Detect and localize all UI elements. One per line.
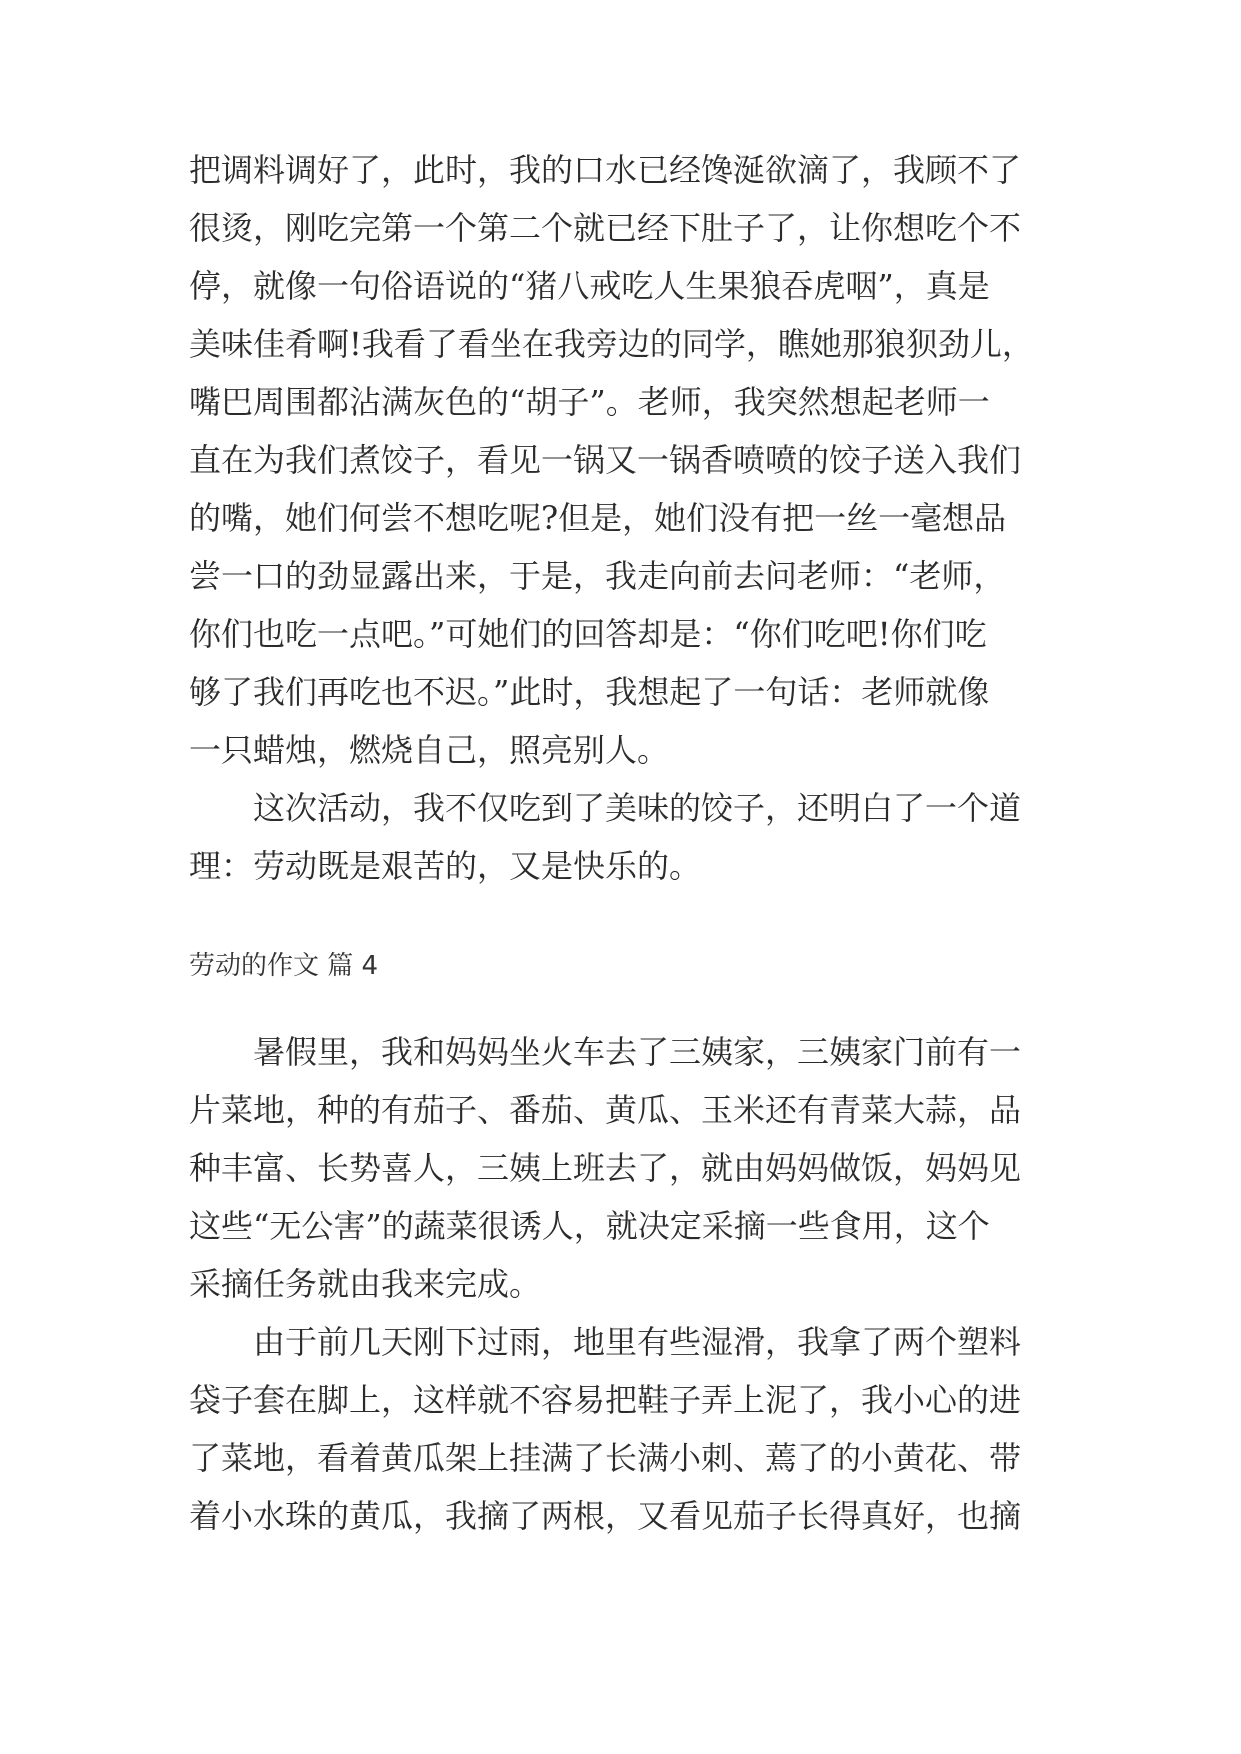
text-line: 袋子套在脚上，这样就不容易把鞋子弄上泥了，我小心的进 xyxy=(189,1381,1022,1419)
text-line: 尝一口的劲显露出来，于是，我走向前去问老师：“老师， xyxy=(189,557,1006,595)
text-line: 美味佳肴啊!我看了看坐在我旁边的同学，瞧她那狼狈劲儿， xyxy=(189,325,1034,363)
text-line: 很烫，刚吃完第一个第二个就已经下肚子了，让你想吃个不 xyxy=(189,209,1022,247)
text-line: 了菜地，看着黄瓜架上挂满了长满小刺、蔫了的小黄花、带 xyxy=(189,1439,1022,1477)
text-line: 着小水珠的黄瓜，我摘了两根，又看见茄子长得真好，也摘 xyxy=(189,1497,1022,1535)
text-line: 把调料调好了，此时，我的口水已经馋涎欲滴了，我顾不了 xyxy=(189,151,1022,189)
section-heading: 劳动的作文 篇 4 xyxy=(189,951,379,981)
text-line: 片菜地，种的有茄子、番茄、黄瓜、玉米还有青菜大蒜，品 xyxy=(189,1091,1022,1129)
text-line: 采摘任务就由我来完成。 xyxy=(189,1265,542,1303)
text-line: 停，就像一句俗语说的“猪八戒吃人生果狼吞虎咽”，真是 xyxy=(189,267,990,305)
text-line: 嘴巴周围都沾满灰色的“胡子”。老师，我突然想起老师一 xyxy=(189,383,990,421)
text-line: 你们也吃一点吧。”可她们的回答却是：“你们吃吧!你们吃 xyxy=(189,615,987,653)
text-line: 种丰富、长势喜人，三姨上班去了，就由妈妈做饭，妈妈见 xyxy=(189,1149,1022,1187)
text-line: 直在为我们煮饺子，看见一锅又一锅香喷喷的饺子送入我们 xyxy=(189,441,1022,479)
text-line: 够了我们再吃也不迟。”此时，我想起了一句话：老师就像 xyxy=(189,673,990,711)
text-line: 暑假里，我和妈妈坐火车去了三姨家，三姨家门前有一 xyxy=(189,1033,1022,1071)
text-line: 一只蜡烛，燃烧自己，照亮别人。 xyxy=(189,731,670,769)
text-line: 这次活动，我不仅吃到了美味的饺子，还明白了一个道 xyxy=(189,789,1022,827)
text-line: 的嘴，她们何尝不想吃呢?但是，她们没有把一丝一毫想品 xyxy=(189,499,1007,537)
text-line: 理：劳动既是艰苦的，又是快乐的。 xyxy=(189,847,702,885)
text-line: 这些“无公害”的蔬菜很诱人，就决定采摘一些食用，这个 xyxy=(189,1207,990,1245)
text-line: 由于前几天刚下过雨，地里有些湿滑，我拿了两个塑料 xyxy=(189,1323,1022,1361)
